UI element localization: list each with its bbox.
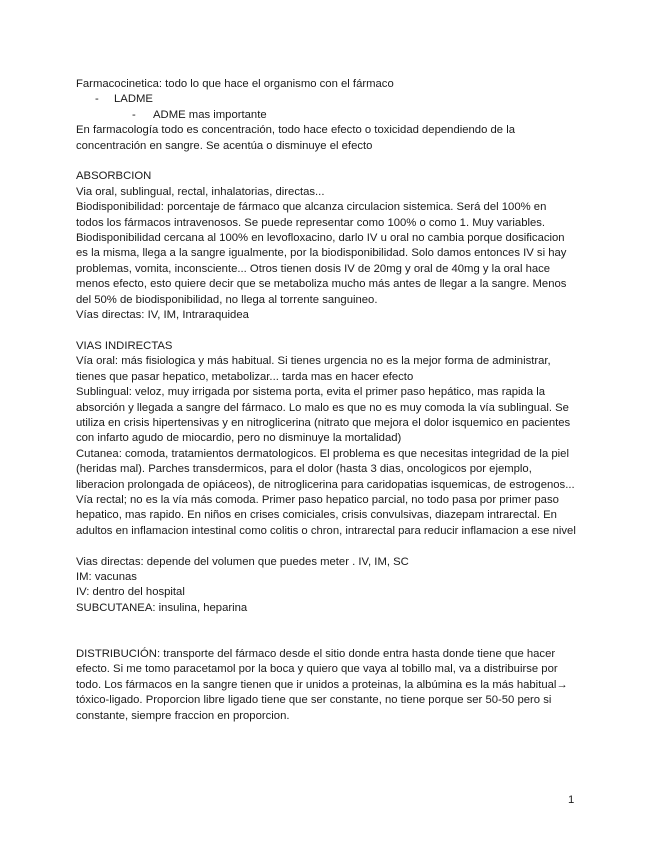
bullet-ladme xyxy=(76,92,576,107)
bullet-dash: - xyxy=(132,108,136,121)
indirectas-heading: VIAS INDIRECTAS xyxy=(76,339,173,352)
biodisponibilidad-paragraph: Biodisponibilidad: porcentaje de fármaco que alcanza circulacion sistemica. Será del 100% en todos los fármacos intravenosos. Se puede representar como 100% o como 1. Muy variables. Biodisponibilidad cercana al 100% en levofloxacino, darlo IV u oral no cambia porque dosificacion es la misma, llega a la sangre igualmente, por la biodisponibilidad. Solo damos entonces IV si hay problemas, vomita, inconsciente... Otros tienen dosis IV de 20mg y oral de 40mg y la oral hace menos efecto, esto quiere decir que se metaboliza mucho más antes de llegar a la sangre. Menos del 50% de biodisponibilidad, no llega al torrente sanguineo. xyxy=(76,201,567,306)
directas-line: Vias directas: depende del volumen que puedes meter . IV, IM, SC xyxy=(76,555,409,568)
sublingual-paragraph: Sublingual: veloz, muy irrigada por sistema porta, evita el primer paso hepático, mas rapida la absorción y llegada a sangre del fármaco. Lo malo es que no es muy comoda la vía sublingual. Se utiliza en crisis hipertensivas y en nitroglicerina (nitrato que mejora el dolor isquemico en pacientes con infarto agudo de miocardio, pero no disminuye la mortalidad) xyxy=(76,386,571,445)
rectal-paragraph: Vía rectal; no es la vía más comoda. Primer paso hepatico parcial, no todo pasa por primer paso hepatico, mas rapido. En niños en crises comiciales, crisis convulsivas, diazepam intrarectal. En adultos en inflamacion intestinal como colitis o chron, intrarectal para reducir inflamacion a ese nivel xyxy=(76,493,576,537)
distribucion-paragraph: DISTRIBUCIÓN: transporte del fármaco desde el sitio donde entra hasta donde tiene que hacer efecto. Si me tomo paracetamol por la boca y quiero que vaya al tobillo mal, va a distribuirse por todo. Los fármacos en la sangre tienen que ir unidos a proteinas, la albúmina es la más habitual→ tóxico-ligado. Proporcion libre ligado tiene que ser constante, no tiene porque ser 50-50 pero si constante, siempre fraccion en proporcion. xyxy=(76,647,568,722)
cutanea-paragraph: Cutanea: comoda, tratamientos dermatologicos. El problema es que necesitas integridad de la piel (heridas mal). Parches transdermicos, para el dolor (hasta 3 dias, oncologicos por ejemplo, liberacion prolongada de opiáceos), de nitroglicerina para caridopatias isquemicas, de estrogenos... xyxy=(76,447,575,491)
bullet-adme xyxy=(76,108,576,123)
subcutanea-line: SUBCUTANEA: insulina, heparina xyxy=(76,601,248,614)
page-number: 1 xyxy=(568,794,575,806)
bullet-dash: - xyxy=(95,93,99,106)
vias-directas-line: Vías directas: IV, IM, Intraraquidea xyxy=(76,309,249,322)
document-page xyxy=(76,77,576,724)
via-oral-paragraph: Vía oral: más fisiologica y más habitual. Si tienes urgencia no es la mejor forma de administrar, tienes que pasar hepatico, metabolizar... tarda mas en hacer efecto xyxy=(76,355,551,383)
im-line: IM: vacunas xyxy=(76,570,137,583)
bullet-text: LADME xyxy=(114,93,153,106)
intro-paragraph: En farmacología todo es concentración, todo hace efecto o toxicidad dependiendo de la concentración en sangre. Se acentúa o disminuye el efecto xyxy=(76,124,516,152)
bullet-text: ADME mas importante xyxy=(153,108,267,121)
intro-line: Farmacocinetica: todo lo que hace el organismo con el fármaco xyxy=(76,78,394,90)
absorcion-routes: Via oral, sublingual, rectal, inhalatorias, directas... xyxy=(76,185,325,198)
iv-line: IV: dentro del hospital xyxy=(76,586,185,599)
absorcion-heading: ABSORBCION xyxy=(76,170,152,183)
